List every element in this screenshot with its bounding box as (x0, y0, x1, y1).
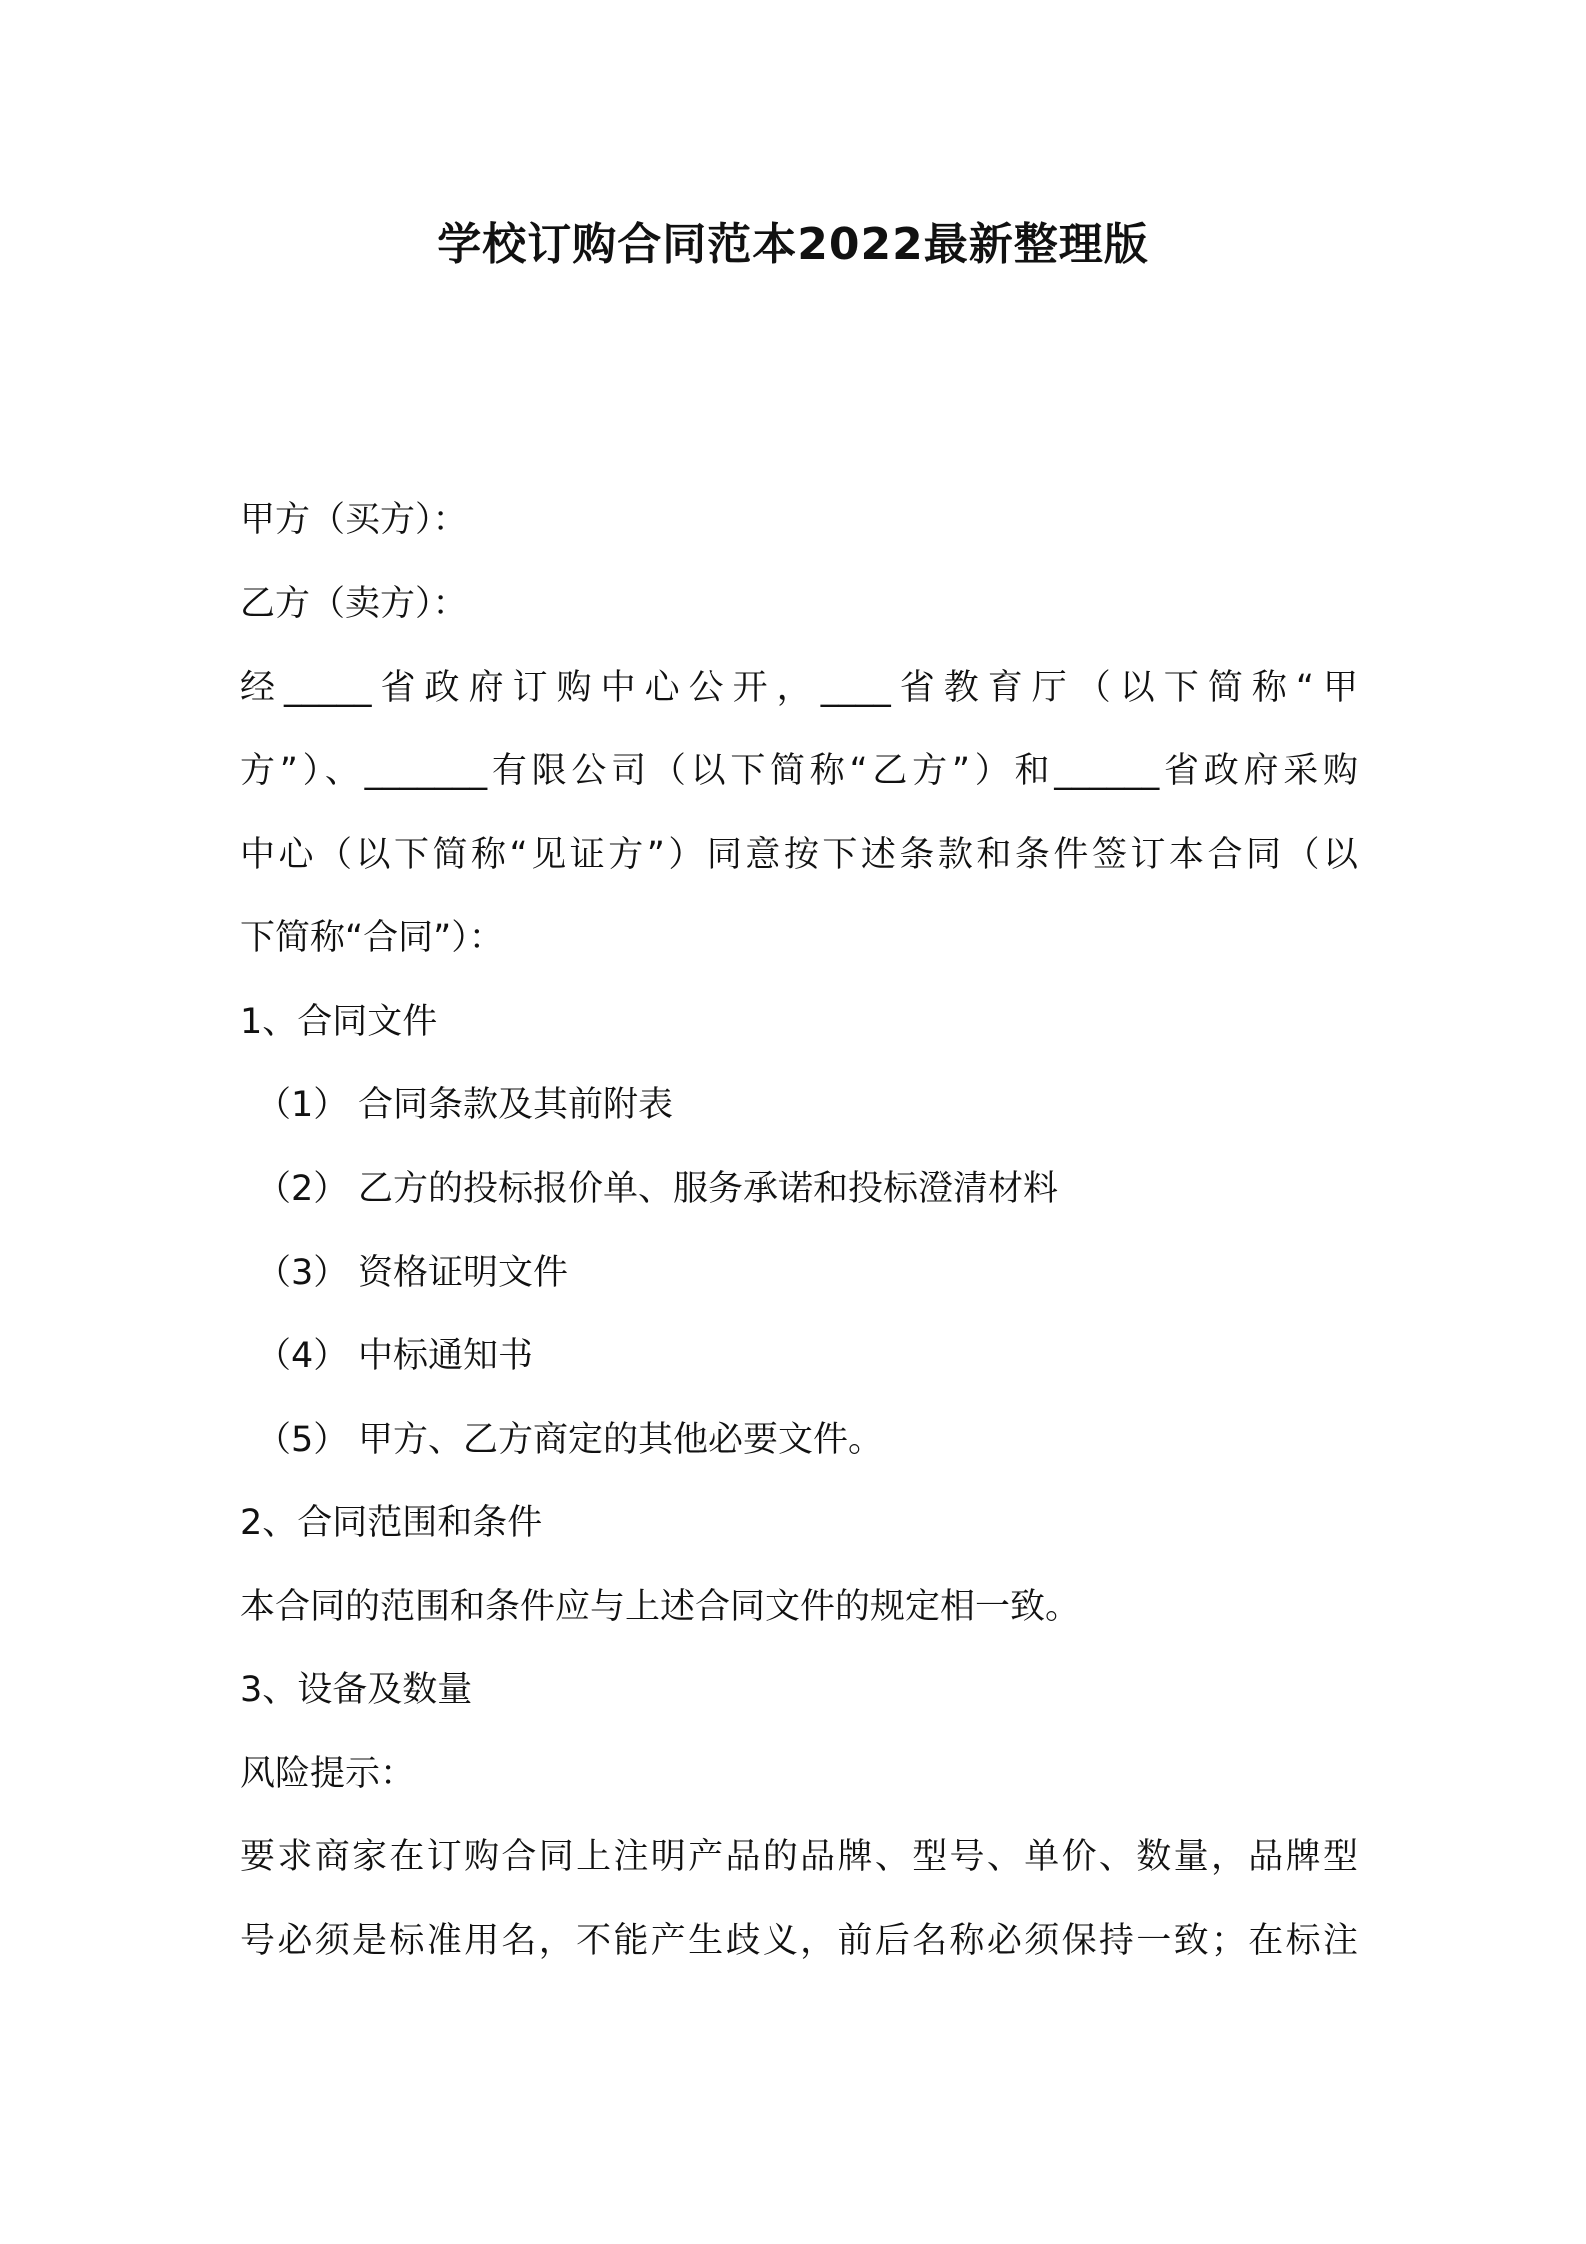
list-item-number: （1） (256, 1085, 349, 1125)
section-2-heading: 2、合同范围和条件 (240, 1503, 543, 1543)
party-b-line: 乙方（卖方）： (240, 584, 468, 624)
section-2-body: 本合同的范围和条件应与上述合同文件的规定相一致。 (240, 1587, 1081, 1627)
intro-line-4: 下简称“合同”）： (240, 918, 504, 958)
document-title: 学校订购合同范本2022最新整理版 (437, 219, 1149, 270)
list-item-number: （5） (256, 1420, 349, 1460)
list-item (256, 1080, 673, 1130)
list-item (256, 1415, 883, 1465)
party-a-line: 甲方（买方）： (240, 500, 468, 540)
list-item-number: （2） (256, 1169, 349, 1209)
risk-line-1: 要求商家在订购合同上注明产品的品牌、型号、单价、数量，品牌型 (240, 1837, 1358, 1877)
list-item-text: 甲方、乙方商定的其他必要文件。 (358, 1420, 884, 1460)
risk-label: 风险提示： (240, 1754, 416, 1794)
list-item-number: （3） (256, 1253, 349, 1293)
list-item (256, 1331, 533, 1381)
list-item (256, 1164, 1058, 1214)
list-item-number: （4） (256, 1336, 349, 1376)
intro-line-1: 经_____省政府订购中心公开，____省教育厅（以下简称“甲 (240, 668, 1358, 708)
list-item-text: 乙方的投标报价单、服务承诺和投标澄清材料 (358, 1169, 1059, 1209)
list-item-text: 合同条款及其前附表 (358, 1085, 674, 1125)
list-item-text: 资格证明文件 (358, 1253, 569, 1293)
intro-line-2: 方”）、_______有限公司（以下简称“乙方”）和______省政府采购 (240, 751, 1358, 791)
section-3-heading: 3、设备及数量 (240, 1670, 473, 1710)
section-1-heading: 1、合同文件 (240, 1002, 438, 1042)
intro-line-3: 中心（以下简称“见证方”）同意按下述条款和条件签订本合同（以 (240, 835, 1358, 875)
list-item-text: 中标通知书 (358, 1336, 534, 1376)
list-item (256, 1248, 568, 1298)
risk-line-2: 号必须是标准用名，不能产生歧义，前后名称必须保持一致；在标注 (240, 1921, 1358, 1961)
